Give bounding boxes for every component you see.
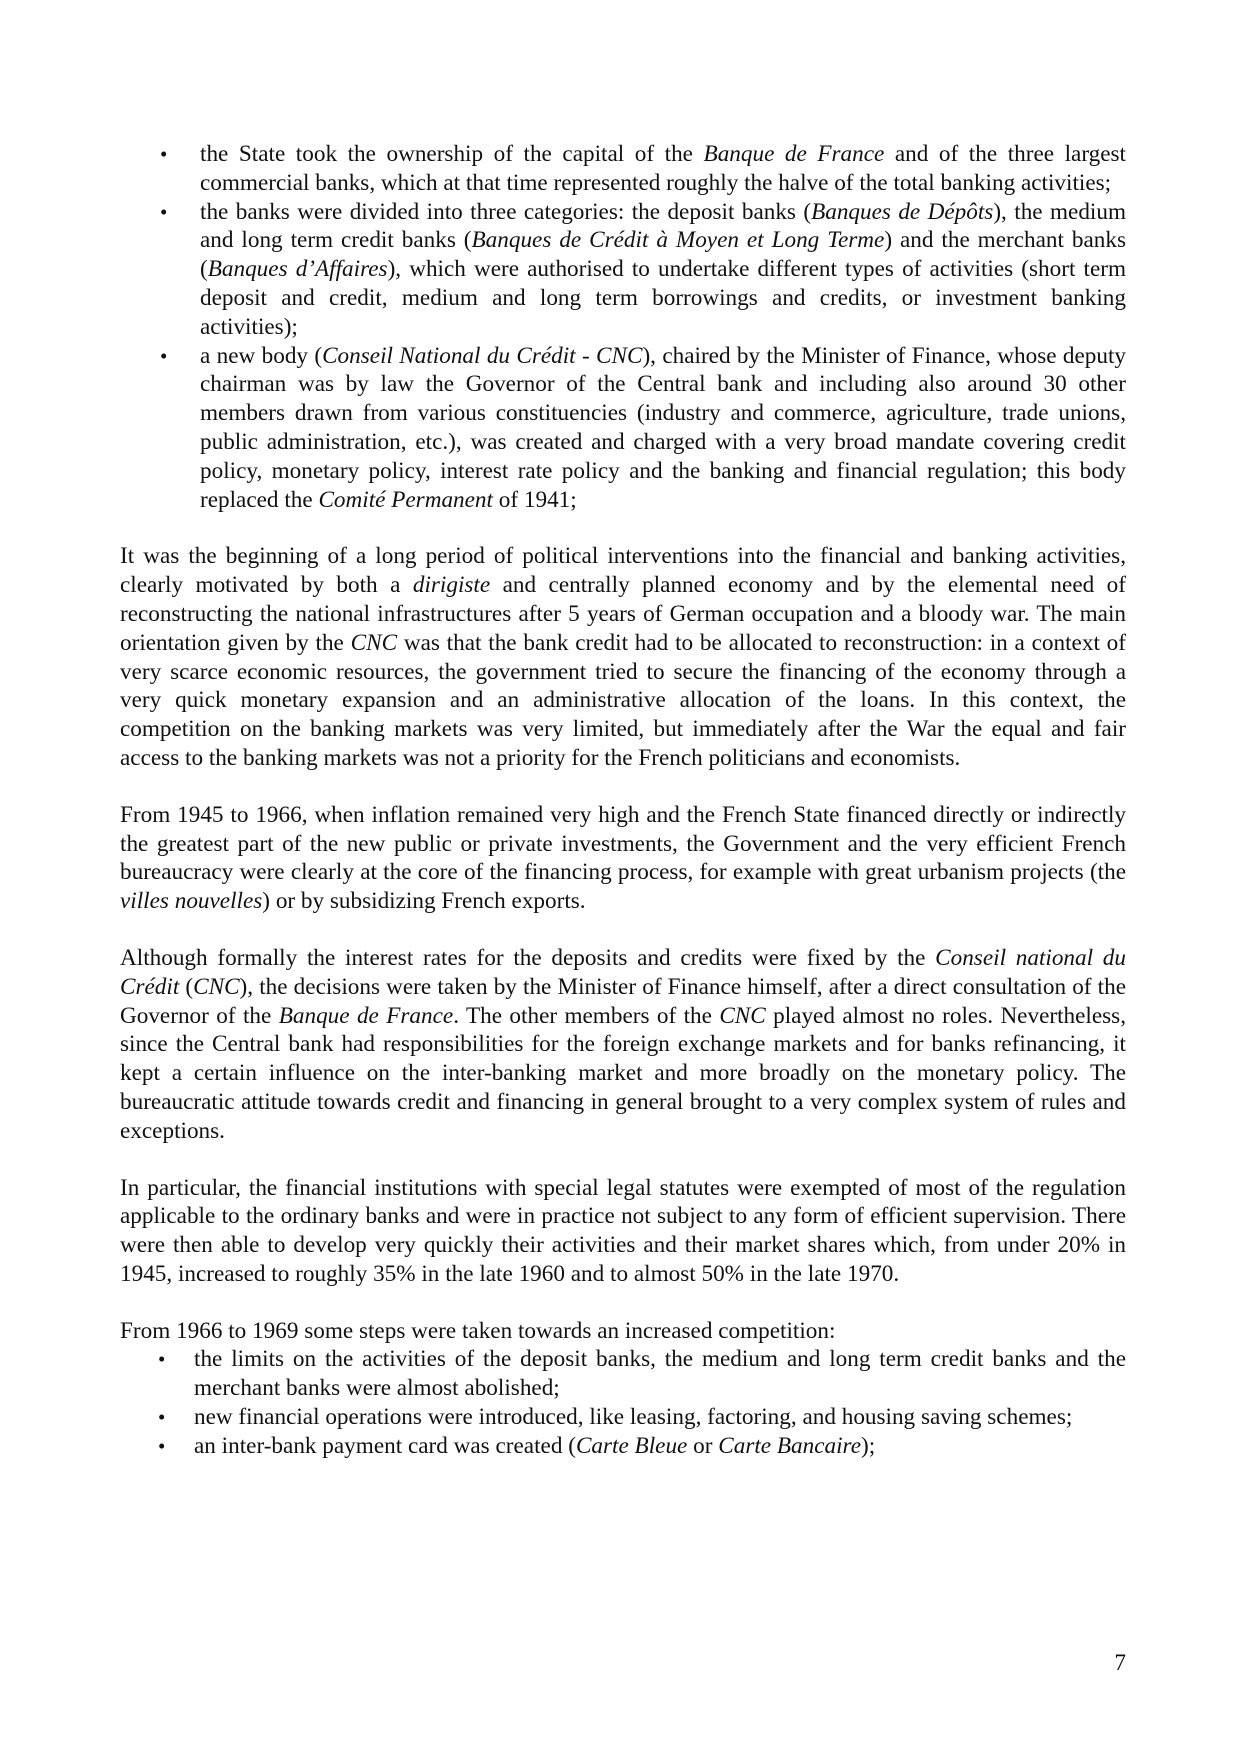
italic-term: Banques d’Affaires xyxy=(207,256,388,283)
italic-term: Comité Permanent xyxy=(318,486,493,513)
text-run: the banks were divided into three categories: the deposit banks ( xyxy=(200,198,812,225)
text-run: ) or by subsidizing French exports. xyxy=(262,888,586,915)
italic-term: Banques de Dépôts xyxy=(811,198,994,225)
text-run: the State took the ownership of the capital of the xyxy=(200,141,704,167)
text-run: and centrally planned economy and by the elemental need of reconstructing the national infrastructures after 5 years of German occupation and a bloody war. The main orientation given by the xyxy=(120,572,1126,656)
bullet-item xyxy=(120,140,1126,198)
text-run: a new body ( xyxy=(200,342,323,369)
text-run: In particular, the financial institutions with special legal statutes were exempted of most of the regulation applicable to the ordinary banks and were in practice not subject to any form of efficient supervision. There were then able to develop very quickly their activities and their market shares which, from under 20% in 1945, increased to roughly 35% in the late 1960 and to almost 50% in the late 1970. xyxy=(120,1174,1126,1287)
text-run: of 1941; xyxy=(492,486,577,513)
bottom-bullet-list xyxy=(120,1345,1126,1460)
text-run: was that the bank credit had to be allocated to reconstruction: in a context of very scarce economic resources, the government tried to secure the financing of the economy through a very quick monetary expansion and an administrative allocation of the loans. In this context, the competition on the banking markets was very limited, but immediately after the War the equal and fair access to the banking markets was not a priority for the French politicians and economists. xyxy=(120,629,1126,771)
bullet-item xyxy=(120,1403,1126,1432)
italic-term: Banque de France xyxy=(703,141,885,167)
body-paragraph xyxy=(120,1174,1126,1289)
italic-term: Conseil National du Crédit - CNC xyxy=(322,342,643,369)
bullet-glyph: • xyxy=(160,199,168,224)
text-run: From 1945 to 1966, when inflation remained very high and the French State financed directly or indirectly the greatest part of the new public or private investments, the Government and the very efficient French bureaucracy were clearly at the core of the financing process, for example with great urbanism projects (the xyxy=(120,801,1126,886)
bullet-item xyxy=(120,198,1126,342)
document-page xyxy=(120,140,1126,1461)
text-run: . The other members of the xyxy=(453,1002,720,1029)
body-paragraph xyxy=(120,801,1126,916)
text-run: and of the three largest commercial banks, which at that time represented roughly the halve of the total banking activities; xyxy=(200,141,1126,196)
text-run: the limits on the activities of the deposit banks, the medium and long term credit banks and the merchant banks were almost abolished; xyxy=(194,1346,1126,1402)
italic-term: Carte Bleue xyxy=(575,1432,688,1459)
body-paragraph xyxy=(120,542,1126,772)
text-run: ), chaired by the Minister of Finance, whose deputy chairman was by law the Governor of the Central bank and including also around 30 other members drawn from various constituencies (industry and commerce, agriculture, trade unions, public administration, etc.), was created and charged with a very broad mandate covering credit policy, monetary policy, interest rate policy and the banking and financial regulation; this body replaced the xyxy=(200,342,1126,513)
text-run: ), which were authorised to undertake different types of activities (short term deposit and credit, medium and long term borrowings and credits, or investment banking activities); xyxy=(200,256,1126,340)
text-run: played almost no roles. Nevertheless, since the Central bank had responsibilities for the foreign exchange markets and for banks refinancing, it kept a certain influence on the inter-banking market and more broadly on the monetary policy. The bureaucratic attitude towards credit and financing in general brought to a very complex system of rules and exceptions. xyxy=(120,1002,1126,1144)
text-run: ); xyxy=(861,1432,876,1459)
bullet-glyph: • xyxy=(160,343,168,368)
text-run: an inter-bank payment card was created ( xyxy=(194,1432,576,1459)
text-run: It was the beginning of a long period of political interventions into the financial and banking activities, clearly motivated by both a xyxy=(120,543,1126,599)
italic-term: CNC xyxy=(719,1002,766,1029)
text-run: Although formally the interest rates for the deposits and credits were fixed by the xyxy=(120,944,936,971)
bullet-glyph: • xyxy=(158,1433,166,1458)
italic-term: Conseil national du Crédit xyxy=(120,944,1126,1000)
italic-term: dirigiste xyxy=(412,572,491,599)
bullet-item xyxy=(120,1345,1126,1403)
bullet-item xyxy=(120,1432,1126,1461)
italic-term: CNC xyxy=(193,973,240,1000)
italic-term: villes nouvelles xyxy=(120,888,263,915)
italic-term: Banque de France xyxy=(278,1002,454,1029)
bullet-item xyxy=(120,342,1126,515)
bullet-glyph: • xyxy=(160,142,168,166)
text-run: ) and the merchant banks ( xyxy=(200,227,1126,283)
bullet-glyph: • xyxy=(158,1347,166,1372)
list-intro: From 1966 to 1969 some steps were taken towards an increased competition: xyxy=(120,1317,836,1344)
italic-term: Banques de Crédit à Moyen et Long Terme xyxy=(471,227,885,254)
text-run: ( xyxy=(179,973,194,1000)
bullet-glyph: • xyxy=(158,1405,166,1430)
text-run: or xyxy=(687,1432,719,1459)
body-paragraph xyxy=(120,944,1126,1146)
text-run: ), the decisions were taken by the Minister of Finance himself, after a direct consultation of the Governor of the xyxy=(120,973,1126,1029)
page-number: 7 xyxy=(1114,1650,1126,1676)
italic-term: Carte Bancaire xyxy=(718,1432,862,1459)
text-run: new financial operations were introduced, like leasing, factoring, and housing saving schemes; xyxy=(194,1404,1073,1431)
italic-term: CNC xyxy=(350,629,398,656)
top-bullet-list xyxy=(120,140,1126,514)
text-run: ), the medium and long term credit banks ( xyxy=(200,198,1126,254)
